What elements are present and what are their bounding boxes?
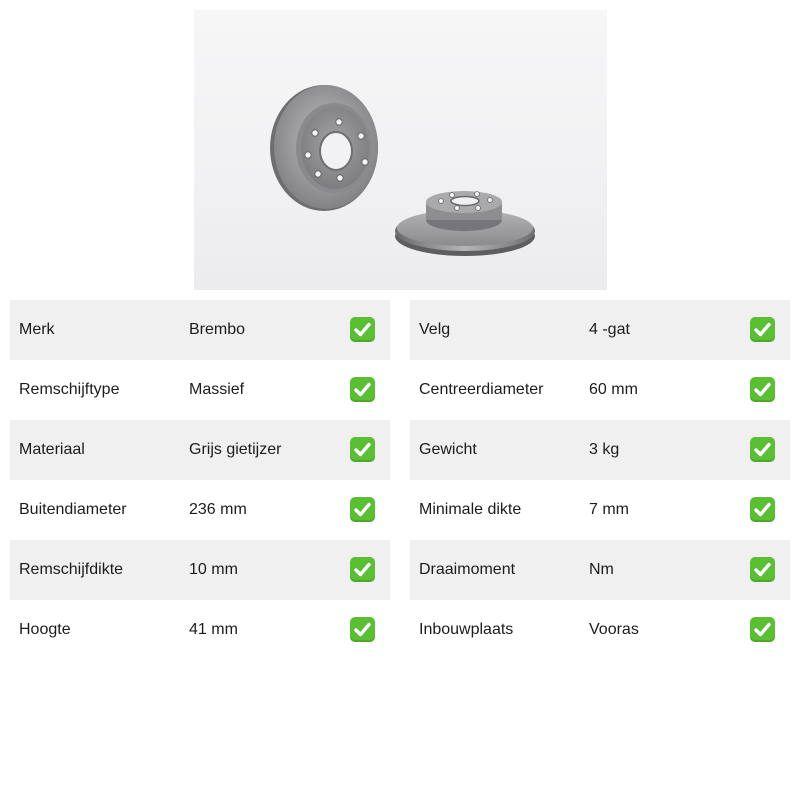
check-mark-icon <box>350 437 375 462</box>
spec-value: 10 mm <box>189 561 238 578</box>
product-image <box>194 10 607 290</box>
spec-label: Remschijftype <box>19 381 120 398</box>
spec-row-inbouwplaats <box>410 600 790 660</box>
spec-value: Nm <box>589 561 614 578</box>
spec-row-merk <box>10 300 390 360</box>
spec-row-buitendiameter <box>10 480 390 540</box>
check-mark-icon <box>350 557 375 582</box>
check-mark-icon <box>750 317 775 342</box>
spec-row-remschijfdikte <box>10 540 390 600</box>
spec-row-materiaal <box>10 420 390 480</box>
check-mark-icon <box>350 317 375 342</box>
check-mark-icon <box>350 377 375 402</box>
spec-table-left <box>10 300 390 660</box>
spec-label: Buitendiameter <box>19 501 127 518</box>
spec-value: Brembo <box>189 321 246 338</box>
spec-row-velg <box>410 300 790 360</box>
check-mark-icon <box>750 377 775 402</box>
check-mark-icon <box>350 617 375 642</box>
spec-label: Materiaal <box>19 441 85 458</box>
spec-label: Gewicht <box>419 441 477 458</box>
spec-row-draaimoment <box>410 540 790 600</box>
check-mark-icon <box>750 497 775 522</box>
spec-row-minimale-dikte <box>410 480 790 540</box>
spec-value: 3 kg <box>589 441 620 458</box>
spec-row-remschijftype <box>10 360 390 420</box>
spec-label: Inbouwplaats <box>419 621 514 638</box>
spec-value: Vooras <box>589 621 639 638</box>
spec-table-right <box>410 300 790 660</box>
spec-label: Centreerdiameter <box>419 381 544 398</box>
spec-value: 7 mm <box>589 501 629 518</box>
spec-label: Draaimoment <box>419 561 516 578</box>
check-mark-icon <box>750 617 775 642</box>
spec-row-centreerdiameter <box>410 360 790 420</box>
check-mark-icon <box>750 437 775 462</box>
spec-value: 41 mm <box>189 621 238 638</box>
spec-value: Massief <box>189 381 245 398</box>
spec-row-hoogte <box>10 600 390 660</box>
spec-label: Remschijfdikte <box>19 561 124 578</box>
spec-label: Hoogte <box>19 621 71 638</box>
spec-value: 236 mm <box>189 501 247 518</box>
spec-label: Velg <box>419 321 451 338</box>
check-mark-icon <box>350 497 375 522</box>
spec-value: 4 -gat <box>589 321 630 338</box>
spec-label: Minimale dikte <box>419 501 522 518</box>
check-mark-icon <box>750 557 775 582</box>
spec-value: Grijs gietijzer <box>189 441 282 458</box>
spec-row-gewicht <box>410 420 790 480</box>
spec-label: Merk <box>19 321 55 338</box>
spec-value: 60 mm <box>589 381 638 398</box>
